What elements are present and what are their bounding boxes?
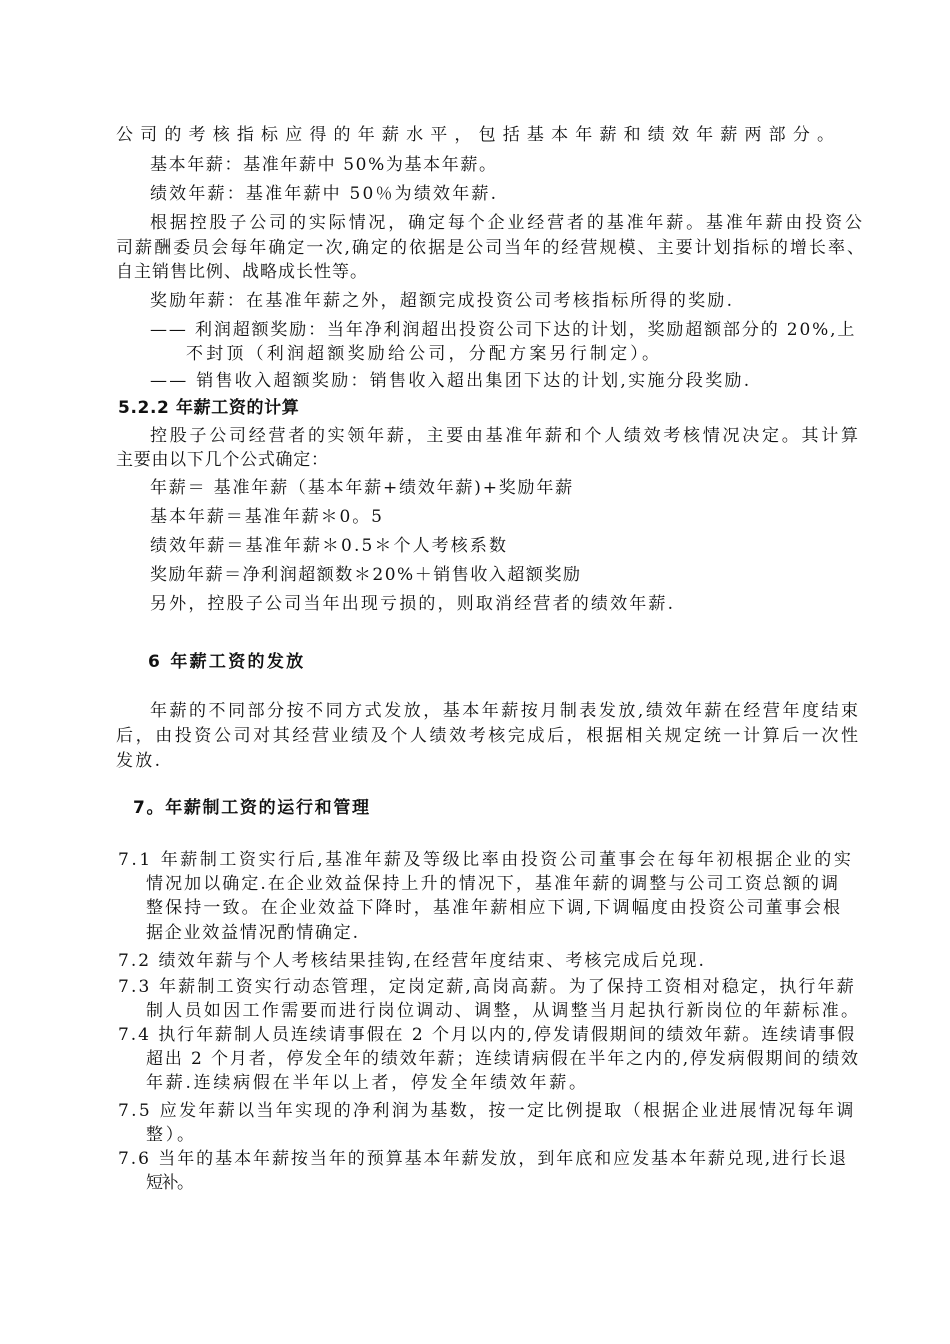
formula-line: 年薪＝ 基准年薪（基本年薪+绩效年薪)+奖励年薪 <box>150 478 574 498</box>
text-line: 7.3 年薪制工资实行动态管理，定岗定薪,高岗高薪。为了保持工资相对稳定，执行年薪 <box>118 977 856 997</box>
text-line: 公司的考核指标应得的年薪水平，包括基本年薪和绩效年薪两部分。 <box>116 125 842 145</box>
text-line: 短补。 <box>146 1173 193 1193</box>
text-line: 发放. <box>116 751 163 771</box>
section-heading: 5.2.2 年薪工资的计算 <box>118 398 300 418</box>
text-line: 根据控股子公司的实际情况，确定每个企业经营者的基准年薪。基准年薪由投资公 <box>150 213 865 233</box>
text-line: 7.4 执行年薪制人员连续请事假在 2 个月以内的,停发请假期间的绩效年薪。连续请事假 <box>118 1025 857 1045</box>
text-line: 据企业效益情况酌情确定. <box>146 923 360 943</box>
text-line: 情况加以确定.在企业效益保持上升的情况下，基准年薪的调整与公司工资总额的调 <box>146 874 841 894</box>
text-line: 基本年薪：基准年薪中 50%为基本年薪。 <box>150 155 498 175</box>
text-line: 制人员如因工作需要而进行岗位调动、调整，从调整当月起执行新岗位的年薪标准。 <box>146 1001 861 1021</box>
text-line: 整保持一致。在企业效益下降时，基准年薪相应下调,下调幅度由投资公司董事会根 <box>146 898 843 918</box>
text-line: 后，由投资公司对其经营业绩及个人绩效考核完成后，根据相关规定统一计算后一次性 <box>116 726 861 746</box>
text-line: 7.5 应发年薪以当年实现的净利润为基数，按一定比例提取（根据企业进展情况每年调 <box>118 1101 856 1121</box>
text-line: —— 利润超额奖励：当年净利润超出投资公司下达的计划，奖励超额部分的 20%,上 <box>150 320 857 340</box>
section-heading: 6 年薪工资的发放 <box>148 652 306 672</box>
text-line: 不封顶（利润超额奖励给公司，分配方案另行制定）。 <box>186 344 663 364</box>
text-line: 年薪.连续病假在半年以上者，停发全年绩效年薪。 <box>146 1073 589 1093</box>
text-line: 7.6 当年的基本年薪按当年的预算基本年薪发放，到年底和应发基本年薪兑现,进行长退 <box>118 1149 848 1169</box>
text-line: 绩效年薪：基准年薪中 50％为绩效年薪. <box>150 184 499 204</box>
text-line: 7.2 绩效年薪与个人考核结果挂钩,在经营年度结束、考核完成后兑现. <box>118 951 706 971</box>
text-line: 奖励年薪：在基准年薪之外，超额完成投资公司考核指标所得的奖励. <box>150 291 735 311</box>
formula-line: 基本年薪＝基准年薪＊0。5 <box>150 507 384 527</box>
text-line: 控股子公司经营者的实领年薪，主要由基准年薪和个人绩效考核情况决定。其计算 <box>150 426 861 446</box>
formula-line: 绩效年薪＝基准年薪＊0.5＊个人考核系数 <box>150 536 509 556</box>
formula-line: 奖励年薪＝净利润超额数＊20%＋销售收入超额奖励 <box>150 565 582 585</box>
text-line: 年薪的不同部分按不同方式发放，基本年薪按月制表发放,绩效年薪在经营年度结束 <box>150 701 861 721</box>
text-line: 另外，控股子公司当年出现亏损的，则取消经营者的绩效年薪. <box>150 594 676 614</box>
text-line: 主要由以下几个公式确定： <box>116 450 329 470</box>
text-line: 整）。 <box>146 1125 197 1145</box>
text-line: —— 销售收入超额奖励：销售收入超出集团下达的计划,实施分段奖励. <box>150 371 752 391</box>
text-line: 超出 2 个月者，停发全年的绩效年薪；连续请病假在半年之内的,停发病假期间的绩效 <box>146 1049 860 1069</box>
section-heading: 7。年薪制工资的运行和管理 <box>133 798 371 818</box>
text-line: 7.1 年薪制工资实行后,基准年薪及等级比率由投资公司董事会在每年初根据企业的实 <box>118 850 854 870</box>
text-line: 自主销售比例、战略成长性等。 <box>116 262 368 282</box>
text-line: 司薪酬委员会每年确定一次,确定的依据是公司当年的经营规模、主要计划指标的增长率、 <box>116 238 867 258</box>
